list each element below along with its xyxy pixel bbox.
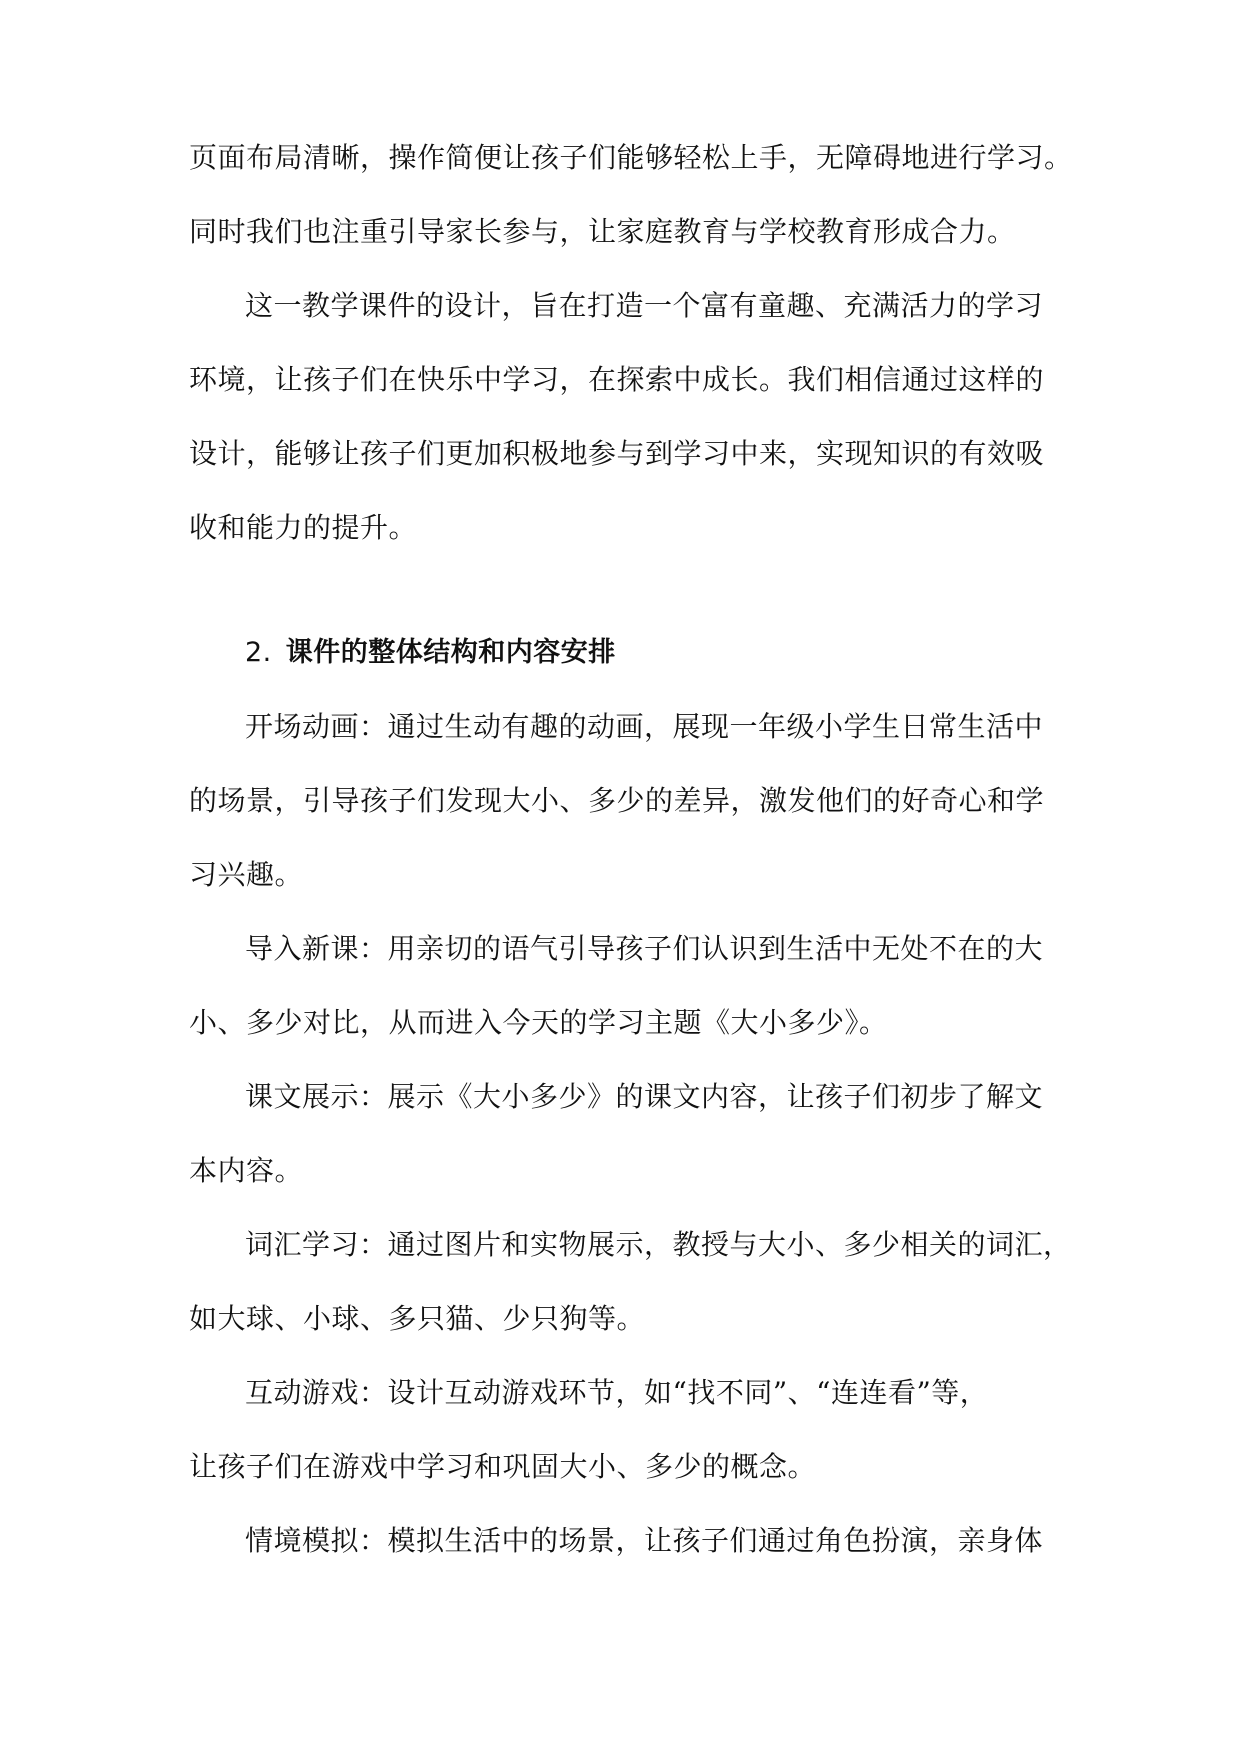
paragraph-line: 情境模拟：模拟生活中的场景，让孩子们通过角色扮演，亲身体 xyxy=(245,1524,1044,1557)
paragraph-line: 互动游戏：设计互动游戏环节，如“找不同”、“连连看”等， xyxy=(245,1376,989,1409)
paragraph-line: 小、多少对比，从而进入今天的学习主题《大小多少》。 xyxy=(189,1006,888,1039)
paragraph-line: 环境，让孩子们在快乐中学习，在探索中成长。我们相信通过这样的 xyxy=(189,363,1045,396)
paragraph-line: 设计，能够让孩子们更加积极地参与到学习中来，实现知识的有效吸 xyxy=(189,437,1045,470)
paragraph-line: 习兴趣。 xyxy=(189,858,304,891)
section-title: 课件的整体结构和内容安排 xyxy=(285,637,616,668)
paragraph-line: 开场动画：通过生动有趣的动画，展现一年级小学生日常生活中 xyxy=(245,710,1044,743)
paragraph-line: 让孩子们在游戏中学习和巩固大小、多少的概念。 xyxy=(189,1450,817,1483)
paragraph-line: 这一教学课件的设计，旨在打造一个富有童趣、充满活力的学习 xyxy=(245,289,1044,322)
paragraph-line: 的场景，引导孩子们发现大小、多少的差异，激发他们的好奇心和学 xyxy=(189,784,1045,817)
paragraph-line: 同时我们也注重引导家长参与，让家庭教育与学校教育形成合力。 xyxy=(189,215,1016,248)
section-heading xyxy=(245,633,1059,673)
paragraph-line: 页面布局清晰，操作简便让孩子们能够轻松上手，无障碍地进行学习。 xyxy=(189,141,1073,174)
paragraph-line: 词汇学习：通过图片和实物展示，教授与大小、多少相关的词汇， xyxy=(245,1228,1072,1261)
paragraph-line: 导入新课：用亲切的语气引导孩子们认识到生活中无处不在的大 xyxy=(245,932,1044,965)
paragraph-line: 本内容。 xyxy=(189,1154,304,1187)
paragraph-line: 如大球、小球、多只猫、少只狗等。 xyxy=(189,1302,646,1335)
paragraph-line: 收和能力的提升。 xyxy=(189,511,418,544)
section-number: 2. xyxy=(245,637,272,668)
paragraph-line: 课文展示：展示《大小多少》的课文内容，让孩子们初步了解文 xyxy=(245,1080,1044,1113)
